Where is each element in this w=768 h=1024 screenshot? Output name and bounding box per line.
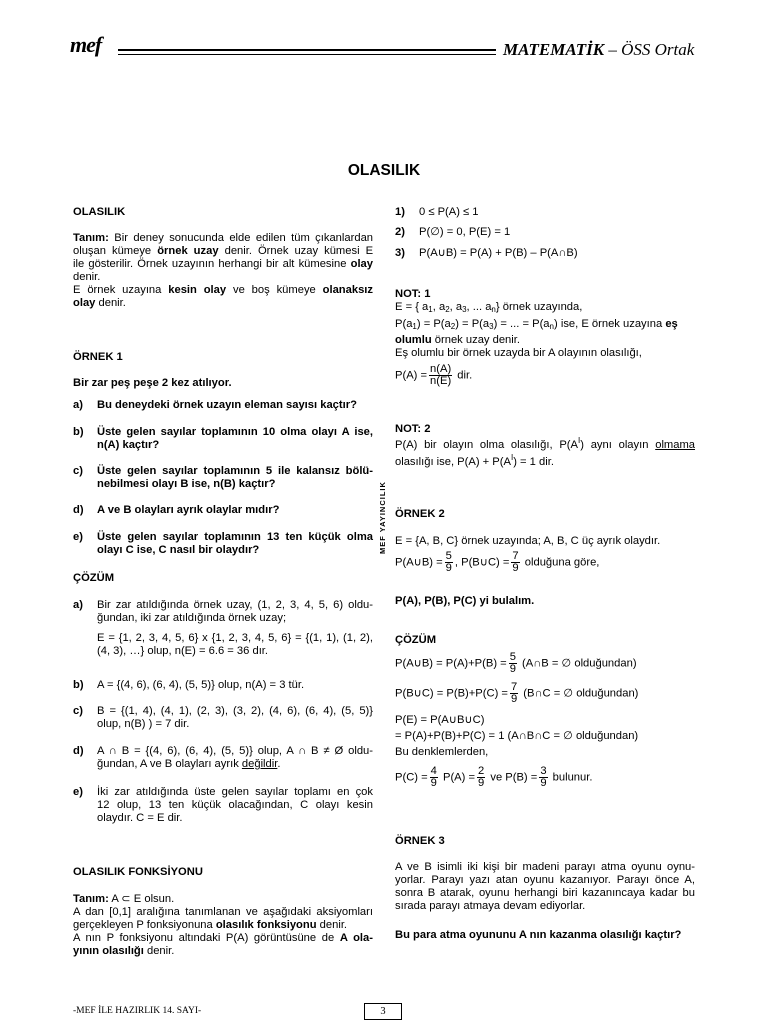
frac-den: 9 xyxy=(512,562,519,574)
header-rule xyxy=(118,49,496,51)
item-text: Üste gelen sayılar toplamının 10 olma olayı A ise, xyxy=(97,426,373,438)
f-tanim-label: Tanım: xyxy=(73,893,109,905)
f-def-3c: denir. xyxy=(319,919,348,931)
frac-num: 3 xyxy=(540,765,547,777)
sol-b-line-1: A = {(4, 6), (6, 4), (5, 5)} olup, n(A) = 3 tür. xyxy=(97,679,305,691)
def-text-2: oluşan kümeye xyxy=(73,245,152,257)
sol-d-period: . xyxy=(277,758,281,770)
n1-olumlu: olumlu xyxy=(395,334,432,346)
note-1-line-2: $P(a_1) = P(a_2) = P(a_3)$ = ... = $P(a_n)$ ise, E örnek uzayına eş xyxy=(395,318,678,331)
item-text: Üste gelen sayılar toplamının 5 ile kalansız bölü- xyxy=(97,465,373,477)
axiom-label: 2) xyxy=(395,226,405,238)
solution-2-line-3: P(E) = P(A∪B∪C) xyxy=(395,714,485,726)
f-def-5a: yının olasılığı xyxy=(73,945,144,957)
n1-uzay-denir: örnek uzay denir. xyxy=(434,334,520,346)
n1-dir: dir. xyxy=(457,369,473,382)
page-number: 3 xyxy=(364,1003,402,1020)
n1-space-text: örnek uzayında, xyxy=(502,301,583,313)
note-1-line-3 xyxy=(395,334,695,347)
subject: MATEMATİK xyxy=(503,40,605,59)
axiom-3 xyxy=(395,247,695,261)
mef-logo: mef xyxy=(70,32,102,57)
frac-num: 7 xyxy=(512,550,519,562)
sol-c-line-1: B = {(1, 4), (4, 1), (2, 3), (3, 2), (4, 6), (6, 4), (5, 5)} xyxy=(97,705,373,717)
o2-pab: P(A∪B) = xyxy=(395,556,443,569)
example-2-line-1: E = {A, B, C} örnek uzayında; A, B, C üç ayrık olaydır. xyxy=(395,535,661,547)
o2-pbc: , P(B∪C) = xyxy=(454,556,510,569)
page-title: OLASILIK xyxy=(347,162,421,179)
sol-a-line-3: E = {1, 2, 3, 4, 5, 6} x {1, 2, 3, 4, 5, 6} = {(1, 1), (1, 2), xyxy=(97,632,373,644)
sol-label: b) xyxy=(73,679,84,691)
f-term-olasilik-fonksiyonu: olasılık fonksiyonu xyxy=(215,919,317,931)
header-title xyxy=(503,40,694,60)
function-heading: OLASILIK FONKSİYONU xyxy=(73,866,203,878)
sol-c-line-2: olup, n(B) ) = 7 dir. xyxy=(97,718,190,730)
f-def-3a: gerçekleyen P fonksiyonuna xyxy=(73,919,213,931)
definition-line-5 xyxy=(73,284,373,297)
frac-den: 9 xyxy=(430,777,437,789)
frac-num: n(A) xyxy=(430,363,452,375)
axiom-text: P(∅) = 0, P(E) = 1 xyxy=(419,226,511,238)
n1-es: eş xyxy=(665,318,678,330)
frac-num: 7 xyxy=(510,681,518,693)
function-def-4 xyxy=(73,932,373,945)
def5-a: E örnek uzayına xyxy=(73,284,162,296)
example-1-item-c xyxy=(73,465,373,493)
solution-a xyxy=(73,599,373,659)
fraction-5-9 xyxy=(445,551,453,574)
item-label: c) xyxy=(73,465,83,477)
example-2-line-2 xyxy=(395,551,695,574)
def6-denir: denir. xyxy=(98,297,126,309)
frac-num: 5 xyxy=(509,651,516,663)
c6-pc: P(C) = xyxy=(395,771,428,784)
note-1-heading: NOT: 1 xyxy=(395,288,431,300)
def5-kesin-olay: kesin olay xyxy=(168,284,227,296)
item-text-2: nebilmesi olayı B ise, n(B) kaçtır? xyxy=(97,478,276,490)
header-rule-thin xyxy=(118,54,496,55)
sol-a-line-4: (4, 3), …} olup, n(E) = 6.6 = 36 dır. xyxy=(97,645,269,657)
frac-den: 9 xyxy=(445,562,452,574)
fraction-nA-nE xyxy=(429,364,452,387)
solution-2-line-2 xyxy=(395,682,695,705)
sol-a-line-1: Bir zar atıldığında örnek uzay, (1, 2, 3, 4, 5, 6) oldu- xyxy=(97,599,373,611)
n2-olmama: olmama xyxy=(655,439,696,451)
n1-pa: P(A) = xyxy=(395,369,428,382)
item-text: Bu deneydeki örnek uzayın eleman sayısı kaçtır? xyxy=(97,399,357,411)
example-3-line-3: sonra B atarak, oyunu herhangi biri kazanıncaya kadar bu xyxy=(395,887,695,899)
sol-d-text: ğundan, A ve B olayları ayrık xyxy=(97,758,239,770)
n2-e: ) = 1 dir. xyxy=(513,456,554,468)
definition-line-2 xyxy=(73,245,373,258)
sol-label: a) xyxy=(73,599,83,611)
definition-line-1 xyxy=(73,232,373,245)
section-heading-olasilik: OLASILIK xyxy=(73,206,126,218)
fraction-7-9 xyxy=(511,551,519,574)
example-1-item-e xyxy=(73,531,373,559)
sol-e-line-1: İki zar atıldığında üste gelen sayılar toplamı en çok xyxy=(97,786,373,798)
sol-d-line-1: A ∩ B = {(4, 6), (6, 4), (5, 5)} olup, A ∩ B ≠ Ø oldu- xyxy=(97,745,373,757)
sol-label: c) xyxy=(73,705,83,717)
fraction-3-9 xyxy=(539,766,547,789)
solution-b xyxy=(73,679,373,693)
def-text-1: Bir deney sonucunda elde edilen tüm çıkanlardan xyxy=(114,232,374,244)
definition-line-3 xyxy=(73,258,373,271)
side-publisher-text: MEF YAYINCILIK xyxy=(378,481,387,555)
item-label: b) xyxy=(73,426,84,438)
c6-bulunur: bulunur. xyxy=(552,771,593,784)
example-1-heading: ÖRNEK 1 xyxy=(73,351,123,363)
sol-label: d) xyxy=(73,745,84,757)
example-2-question: P(A), P(B), P(C) yi bulalım. xyxy=(395,595,535,607)
function-def-5 xyxy=(73,945,373,958)
o2-gore: olduğuna göre, xyxy=(524,556,600,569)
example-3-question: Bu para atma oyununu A nın kazanma olasılığı kaçtır? xyxy=(395,929,682,941)
function-def-3 xyxy=(73,919,373,932)
note-1-line-4: Eş olumlu bir örnek uzayda bir A olayının olasılığı, xyxy=(395,347,642,359)
exam-name: ÖSS Ortak xyxy=(621,40,695,59)
axiom-label: 3) xyxy=(395,247,405,259)
sol-label: e) xyxy=(73,786,83,798)
example-3-line-2: yorlar. Parayı yazı atan oyunu kazanıyor. Parayı önce A, xyxy=(395,874,695,886)
n1-set-open: E = { a xyxy=(395,301,429,313)
c1-eq: P(A∪B) = P(A)+P(B) = xyxy=(395,657,507,670)
item-text: A ve B olayları ayrık olaylar mıdır? xyxy=(97,504,280,516)
function-def-1 xyxy=(73,893,373,906)
frac-num: 4 xyxy=(430,765,437,777)
c6-pa: P(A) = xyxy=(442,771,476,784)
frac-den: 9 xyxy=(510,693,518,705)
frac-den: 9 xyxy=(478,777,485,789)
definition-line-6 xyxy=(73,297,373,310)
frac-num: 2 xyxy=(478,765,485,777)
fraction-4-9 xyxy=(430,766,438,789)
axiom-label: 1) xyxy=(395,206,405,218)
n1-ise-text: ise, E örnek uzayına xyxy=(560,318,663,330)
function-def-2: A dan [0,1] aralığına tanımlanan ve aşağıdaki aksiyomları xyxy=(73,906,373,918)
note-2-line-2: olasılığı ise, $P(A) + P(A^I) = 1$ dir. xyxy=(395,453,554,468)
def5-c: ve boş kümeye xyxy=(233,284,316,296)
frac-den: 9 xyxy=(509,663,516,675)
footer-text: -MEF İLE HAZIRLIK 14. SAYI- xyxy=(73,1006,202,1016)
note-1-formula xyxy=(395,364,695,387)
c2-eq: P(B∪C) = P(B)+P(C) = xyxy=(395,687,508,700)
solution-2-result xyxy=(395,766,695,789)
item-label: e) xyxy=(73,531,83,543)
f-def-4b: A ola- xyxy=(339,932,373,944)
solution-2-line-1 xyxy=(395,652,695,675)
note-2-line-1: P(A) bir olayın olma olasılığı, $P(A^I)$ aynı olayın olmama xyxy=(395,436,696,451)
c1-reason: (A∩B = ∅ olduğundan) xyxy=(522,657,637,670)
def-text-3: denir. Örnek uzay kümesi E xyxy=(224,245,374,257)
example-2-heading: ÖRNEK 2 xyxy=(395,508,445,520)
def5-olanaksiz: olanaksız xyxy=(322,284,374,296)
sol-d-underlined: değildir xyxy=(241,758,278,770)
solution-heading: ÇÖZÜM xyxy=(73,572,115,584)
f-def-5b: denir. xyxy=(146,945,175,957)
note-1-line-1: E = { $a_1$, $a_2$, $a_3$, ... $a_n$} örnek uzayında, xyxy=(395,301,583,314)
axiom-text: 0 ≤ P(A) ≤ 1 xyxy=(419,206,479,218)
def6-olay: olay xyxy=(73,297,96,309)
note-2-heading: NOT: 2 xyxy=(395,423,431,435)
frac-den: 9 xyxy=(540,777,547,789)
fraction-5-9 xyxy=(509,652,517,675)
solution-2-heading: ÇÖZÜM xyxy=(395,634,437,646)
tanim-label: Tanım: xyxy=(73,232,109,244)
axiom-text: P(A∪B) = P(A) + P(B) – P(A∩B) xyxy=(419,247,578,259)
item-text: Üste gelen sayılar toplamının 13 ten küçük olma xyxy=(97,531,373,543)
solution-2-line-5: Bu denklemlerden, xyxy=(395,746,489,758)
f-def-4a: A nın P fonksiyonu altındaki P(A) görüntüsüne de xyxy=(73,932,335,944)
item-label: a) xyxy=(73,399,83,411)
sol-e-line-3: olaydır. C = E dir. xyxy=(97,812,183,824)
solution-2-line-4: = P(A)+P(B)+P(C) = 1 (A∩B∩C = ∅ olduğundan) xyxy=(395,730,639,742)
n2-a: P(A) bir olayın olma olasılığı, P(A xyxy=(395,439,578,451)
sol-d-line-2 xyxy=(97,758,373,771)
fraction-2-9 xyxy=(477,766,485,789)
item-text-2: olayı C ise, C nasıl bir olaydır? xyxy=(97,544,260,556)
example-1-item-b xyxy=(73,426,373,454)
axiom-2 xyxy=(395,226,695,240)
item-label: d) xyxy=(73,504,84,516)
solution-d xyxy=(73,745,373,773)
example-1-item-a xyxy=(73,399,373,413)
header-dash: – xyxy=(604,40,622,59)
solution-e xyxy=(73,786,373,828)
example-3-line-1: A ve B isimli iki kişi bir madeni parayı atma oyunu oynu- xyxy=(395,861,695,873)
solution-c xyxy=(73,705,373,733)
n2-d: olasılığı ise, P(A) + P(A xyxy=(395,456,511,468)
def-text-4: ile gösterilir. Örnek uzayının herhangi bir alt kümesine xyxy=(73,258,347,270)
frac-den: n(E) xyxy=(430,375,452,387)
example-1-item-d xyxy=(73,504,373,518)
example-1-question: Bir zar peş peşe 2 kez atılıyor. xyxy=(73,377,232,389)
def-term-olay: olay xyxy=(350,258,373,270)
f-def-1: A ⊂ E olsun. xyxy=(111,893,175,905)
c6-pb: ve P(B) = xyxy=(490,771,538,784)
axiom-1 xyxy=(395,206,695,220)
example-3-heading: ÖRNEK 3 xyxy=(395,835,445,847)
fraction-7-9 xyxy=(510,682,518,705)
def-term-ornek-uzay: örnek uzay xyxy=(157,245,219,257)
frac-num: 5 xyxy=(445,550,452,562)
c2-reason: (B∩C = ∅ olduğundan) xyxy=(523,687,639,700)
item-text-2: n(A) kaçtır? xyxy=(97,439,160,451)
n2-b: ) aynı olayın xyxy=(580,439,649,451)
sol-e-line-2: 12 olup, 13 ten küçük olacağından, C olayı kesin xyxy=(97,799,373,811)
sol-a-line-2: ğundan, iki zar atıldığında örnek uzay; xyxy=(97,612,287,624)
example-3-line-4: sırada parayı atmaya devam ediyorlar. xyxy=(395,900,586,912)
definition-line-4: denir. xyxy=(73,271,101,283)
